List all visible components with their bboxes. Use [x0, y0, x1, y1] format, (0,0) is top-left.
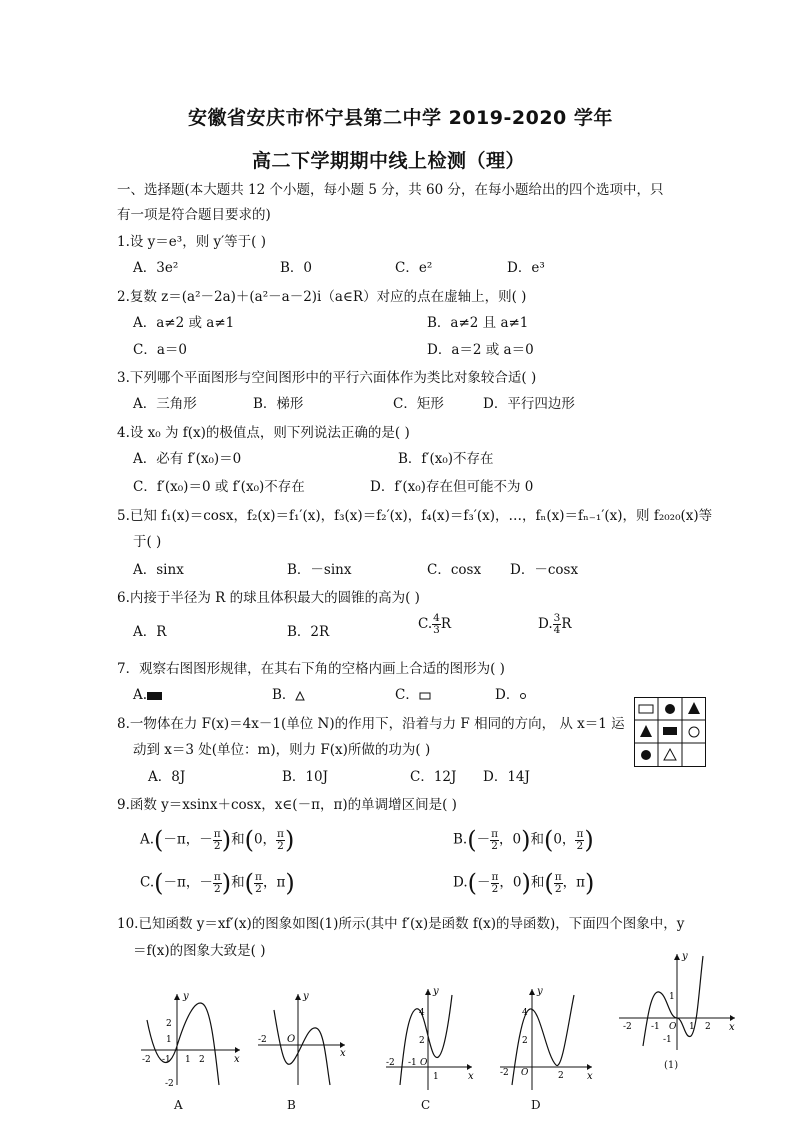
graph-c-tick: O — [420, 1058, 428, 1068]
graph-a-tick: 1 — [185, 1055, 191, 1065]
q6-option-b: B．2R — [287, 624, 330, 640]
q1-option-d: D．e³ — [507, 260, 545, 276]
q9-a-frac2-num: π — [277, 827, 284, 840]
q9-b-frac — [490, 829, 499, 852]
figure-1-tick: 1 — [689, 1022, 695, 1032]
q9-b-frac-num: π — [491, 827, 498, 840]
graph-a-x-label: x — [234, 1054, 240, 1065]
q7-d-label: D． — [495, 687, 520, 703]
graph-a-tick: 2 — [166, 1019, 172, 1029]
filled-rectangle-icon — [147, 691, 163, 701]
q3-option-a: A．三角形 — [133, 396, 197, 412]
figure-1-tick: 2 — [705, 1022, 711, 1032]
q9-c-frac — [213, 872, 222, 895]
q9-a-t3: 0， — [253, 831, 277, 848]
q9-b-frac2-den: 2 — [576, 839, 584, 852]
q1-stem: 1.设 y＝e³，则 y′等于( ) — [117, 234, 267, 250]
q10-stem: 10.已知函数 y＝xf′(x)的图象如图(1)所示(其中 f′(x)是函数 f(x)的导函数)，下面四个图象中，y — [117, 916, 685, 932]
graph-a-tick: -1 — [162, 1055, 171, 1065]
q4-option-a: A．必有 f′(x₀)＝0 — [133, 451, 242, 467]
q7-option-c — [395, 685, 431, 705]
q9-c-frac2-num: π — [255, 870, 262, 883]
figure-1-label: (1) — [664, 1060, 679, 1071]
q5-option-b: B．－sinx — [287, 562, 352, 578]
graph-a-tick: 1 — [166, 1035, 172, 1045]
q6-c-suffix: R — [440, 616, 451, 632]
q9-b-t2: ，0 — [499, 831, 522, 848]
q9-b-t1: － — [476, 831, 491, 848]
q6-c-den: 3 — [433, 624, 440, 636]
graph-d-x-label: x — [587, 1071, 593, 1082]
figure-1-origin: O — [669, 1022, 677, 1032]
q7-a-label: A. — [133, 687, 148, 703]
q2-option-b: B．a≠2 且 a≠1 — [427, 315, 529, 331]
q9-option-b: B.(－ $\frac{\pi}{2}$ ，0)和(0， $\frac{\pi}{2}$ ) — [453, 826, 594, 854]
graph-c-label: C — [421, 1098, 431, 1112]
q4-option-d: D．f′(x₀)存在但可能不为 0 — [370, 479, 534, 495]
q7-option-b — [272, 685, 305, 705]
figure-1-y-label: y — [682, 951, 688, 962]
q1-option-a: A．3e² — [133, 260, 179, 276]
q9-d-prefix: D. — [453, 874, 468, 891]
graph-d-tick: 2 — [558, 1071, 564, 1081]
q7-b-label: B． — [272, 687, 296, 703]
graph-d-tick: 2 — [522, 1036, 528, 1046]
graph-c — [382, 985, 482, 1095]
q8-stem: 8.一物体在力 F(x)＝4x－1(单位 N)的作用下，沿着与力 F 相同的方向， 从 x＝1 运 — [117, 716, 625, 732]
q3-stem: 3.下列哪个平面图形与空间图形中的平行六面体作为类比对象较合适( ) — [117, 370, 537, 386]
figure-1-tick: -2 — [623, 1022, 632, 1032]
q9-c-frac-num: π — [213, 870, 221, 883]
q1-option-b: B．0 — [280, 260, 313, 276]
q5-option-d: D．－cosx — [510, 562, 579, 578]
triangle-outline-icon — [295, 691, 305, 701]
graph-a-tick: -2 — [165, 1079, 174, 1089]
q4-stem: 4.设 x₀ 为 f(x)的极值点，则下列说法正确的是( ) — [117, 425, 410, 441]
q9-a-t2: 和 — [231, 831, 245, 848]
q9-d-t4: ，π — [562, 874, 586, 891]
q2-option-d: D．a＝2 或 a＝0 — [427, 342, 534, 358]
rectangle-outline-icon — [419, 691, 431, 701]
q9-a-frac-num: π — [213, 827, 221, 840]
graph-b-label: B — [287, 1098, 296, 1112]
q6-d-den: 4 — [553, 624, 561, 636]
q9-b-prefix: B. — [453, 831, 468, 848]
circle-outline-icon — [519, 691, 527, 701]
q6-d-num: 3 — [553, 612, 561, 624]
q3-option-d: D．平行四边形 — [483, 396, 575, 412]
q9-c-frac2 — [254, 872, 263, 895]
figure-1-x-label: x — [729, 1022, 735, 1033]
q9-b-frac-den: 2 — [491, 839, 498, 852]
q9-c-frac-den: 2 — [214, 882, 221, 895]
pattern-grid-figure — [634, 697, 706, 767]
q9-b-frac2 — [575, 829, 584, 852]
q7-c-label: C． — [395, 687, 419, 703]
q9-c-t4: ，π — [262, 874, 286, 891]
q5-option-c: C．cosx — [427, 562, 482, 578]
q5-option-a: A．sinx — [133, 562, 184, 578]
figure-1-tick: -1 — [663, 1035, 672, 1045]
graph-c-tick: 2 — [419, 1036, 425, 1046]
graph-b-y-label: y — [303, 991, 309, 1002]
figure-1-tick: -1 — [651, 1022, 660, 1032]
graph-d-y-label: y — [537, 986, 543, 997]
q3-option-c: C．矩形 — [393, 396, 444, 412]
q2-option-a: A．a≠2 或 a≠1 — [133, 315, 235, 331]
q9-c-prefix: C. — [140, 874, 155, 891]
q6-stem: 6.内接于半径为 R 的球且体积最大的圆锥的高为( ) — [117, 590, 420, 606]
q9-stem: 9.函数 y＝xsinx＋cosx，x∈(－π，π)的单调增区间是( ) — [117, 797, 457, 813]
graph-c-tick: 4 — [419, 1008, 425, 1018]
graph-b-origin: O — [287, 1034, 296, 1045]
q10-stem-cont: ＝f(x)的图象大致是( ) — [133, 943, 266, 959]
q6-option-d — [538, 613, 572, 636]
graph-a-label: A — [174, 1098, 183, 1112]
q6-c-prefix: C. — [418, 616, 433, 632]
graph-a-y-label: y — [183, 991, 189, 1002]
graph-b — [250, 990, 350, 1090]
doc-title-line1: 安徽省安庆市怀宁县第二中学 2019-2020 学年 — [188, 107, 613, 129]
q9-option-d: D.(－ $\frac{\pi}{2}$ ，0)和( $\frac{\pi}{2}$ ，π) — [453, 869, 595, 897]
q9-option-c: C.(－π，－ $\frac{\pi}{2}$ )和( $\frac{\pi}{2}$ ，π) — [140, 869, 295, 897]
q1-option-c: C．e² — [395, 260, 433, 276]
q9-d-t1: － — [477, 874, 491, 891]
q9-d-frac2-den: 2 — [554, 882, 562, 895]
graph-c-y-label: y — [433, 986, 439, 997]
q9-a-frac2-den: 2 — [277, 839, 284, 852]
graph-b-x-label: x — [340, 1048, 346, 1059]
q5-stem-cont: 于( ) — [133, 534, 162, 550]
q9-a-t1: －π，－ — [163, 831, 213, 848]
section-heading: 一、选择题(本大题共 12 个小题，每小题 5 分，共 60 分，在每小题给出的四个选项中，只 — [117, 182, 664, 198]
graph-c-tick: -1 — [408, 1058, 417, 1068]
q8-option-b: B．10J — [282, 769, 329, 785]
q9-d-frac-num: π — [491, 870, 499, 883]
q8-option-a: A．8J — [148, 769, 186, 785]
q8-option-d: D．14J — [483, 769, 530, 785]
q9-a-frac — [213, 829, 222, 852]
q6-option-a: A．R — [133, 624, 167, 640]
q9-a-frac-den: 2 — [213, 839, 221, 852]
q6-option-c — [418, 613, 451, 636]
q7-option-a — [133, 685, 163, 705]
graph-d-tick: -2 — [500, 1068, 509, 1078]
q9-c-t1: －π，－ — [163, 874, 213, 891]
q9-c-t2: 和 — [231, 874, 245, 891]
q9-d-frac2 — [554, 872, 563, 895]
q9-a-prefix: A. — [140, 831, 155, 848]
q5-stem: 5.已知 f₁(x)＝cosx，f₂(x)＝f₁′(x)，f₃(x)＝f₂′(x)，f₄(x)＝f₃′(x)，…，fₙ(x)＝fₙ₋₁′(x)，则 f₂₀₂₀(x)等 — [117, 508, 713, 524]
figure-1-graph — [615, 950, 740, 1060]
q8-option-c: C．12J — [410, 769, 457, 785]
q6-d-suffix: R — [561, 616, 572, 632]
graph-c-tick: -2 — [386, 1058, 395, 1068]
q2-stem: 2.复数 z＝(a²－2a)＋(a²－a－2)i（a∈R）对应的点在虚轴上，则( ) — [117, 289, 527, 305]
q7-option-d — [495, 685, 527, 705]
q6-d-prefix: D. — [538, 616, 553, 632]
graph-c-tick: 1 — [433, 1072, 439, 1082]
graph-d-origin: O — [521, 1068, 529, 1078]
q3-option-b: B．梯形 — [253, 396, 304, 412]
q9-d-t2: ，0 — [499, 874, 522, 891]
q6-c-fraction — [432, 613, 441, 636]
section-heading-cont: 有一项是符合题目要求的) — [117, 207, 271, 223]
q9-d-frac-den: 2 — [491, 882, 499, 895]
doc-title-line2: 高二下学期期中线上检测（理） — [252, 150, 526, 172]
q9-a-frac2 — [276, 829, 285, 852]
q9-c-frac2-den: 2 — [255, 882, 262, 895]
graph-a-tick: 2 — [199, 1055, 205, 1065]
graph-d — [496, 985, 596, 1095]
q4-option-c: C．f′(x₀)＝0 或 f′(x₀)不存在 — [133, 479, 305, 495]
q8-stem-cont: 动到 x＝3 处(单位：m)，则力 F(x)所做的功为( ) — [133, 742, 431, 758]
graph-b-tick: -2 — [258, 1035, 267, 1045]
q9-b-t4: 0， — [553, 831, 576, 848]
graph-c-x-label: x — [468, 1071, 474, 1082]
q9-b-frac2-num: π — [576, 827, 584, 840]
q9-d-t3: 和 — [530, 874, 545, 891]
graph-a — [135, 990, 245, 1090]
figure-1-tick: 1 — [669, 992, 675, 1002]
q9-option-a: A.(－π，－ $\frac{\pi}{2}$ )和(0， $\frac{\pi}{2}$ ) — [140, 826, 295, 854]
q9-b-t3: 和 — [530, 831, 544, 848]
q7-stem: 7．观察右图图形规律，在其右下角的空格内画上合适的图形为( ) — [117, 661, 505, 677]
q4-option-b: B．f′(x₀)不存在 — [398, 451, 494, 467]
q9-d-frac2-num: π — [554, 870, 562, 883]
graph-a-tick: -2 — [142, 1055, 151, 1065]
q2-option-c: C．a＝0 — [133, 342, 187, 358]
graph-d-tick: 4 — [522, 1008, 528, 1018]
q6-c-num: 4 — [433, 612, 440, 624]
graph-d-label: D — [531, 1098, 541, 1112]
